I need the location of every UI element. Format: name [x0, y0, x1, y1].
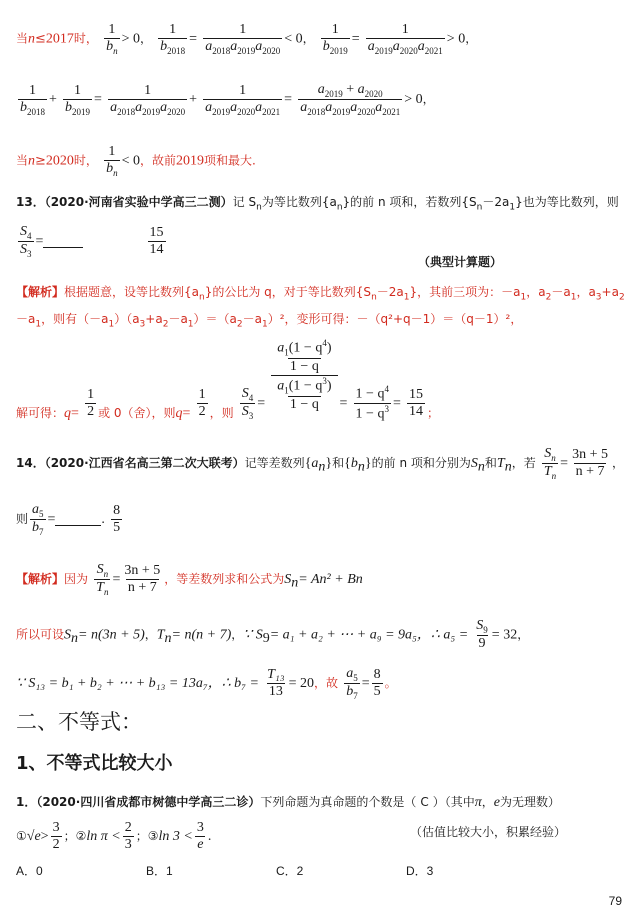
choice-b: B．1 — [146, 864, 173, 878]
derivation-line-1: 当n≤2017时， $\frac{1}{b_n}$ > 0， $\frac{1}{b_{2018}}$ = $\frac{1}{a_{2018}a_{2019}a_{2020}}$ < 0， $\frac{1}{b_{2019}}$ = $\frac{1}{a_{2019}a_{2020}a_{2021}}$ > 0， — [16, 22, 478, 56]
question-1-note: （估值比较大小，积累经验） — [410, 825, 567, 839]
question-1-statements: ①√e> $\frac{3}{2}$ ；②ln π < $\frac{2}{3}$ ；③ln 3 < $\frac{3}{e}$ . — [16, 820, 212, 853]
section-heading: 二、不等式： — [16, 710, 142, 734]
question-14-stem: 14．（2020·江西省名高三第二次大联考）记等差数列$\{a_n\}$和$\{b_n\}$的前 n 项和分别为$S_n$和$T_n$，若 $\frac{S_n}{T_n}$ = $\frac{3n + 5}{n + 7}$ ， — [16, 446, 624, 481]
analysis-13-line-2: $-a_1$，则有$(-a_1)(a_3+a_2-a_1)=(a_2-a_1)^2$，变形可得：－（q²+q－1）＝（q－1）²， — [16, 312, 523, 330]
analysis-13-line-1: 【解析】根据题意，设等比数列$\{a_n\}$的公比为 q，对于等比数列$\{S_n-2a_1\}$，其前三项为：$-a_1$，$a_2-a_1$，$a_3+a_2$ — [16, 285, 625, 303]
question-13-tag: （典型计算题） — [418, 255, 503, 269]
analysis-14-line-2: 所以可设$S_n= n(3n + 5)$，$T_n= n(n + 7)$，∵ $S_9= a_1 + a_2$ + ⋯ + a₉ = 9a₅，∴ a₅ = $\frac{S_9}{9}$ = 32， — [16, 618, 530, 652]
derivation-line-2: $\frac{1}{b_{2018}}$ + $\frac{1}{b_{2019}}$ = $\frac{1}{a_{2018}a_{2019}a_{2020}}$ + $\frac{1}{a_{2019}a_{2020}a_{2021}}$ = $\frac{a_{2019} + a_{2020}}{a_{2018}a_{2019}a_{2020}a_{2021}}$ > 0， — [20, 82, 435, 117]
question-14-answer: 则 $\frac{a_5}{b_7}$ = . $\frac{8}{5}$ — [16, 502, 121, 537]
analysis-14-line-1: 【解析】因为 $\frac{S_n}{T_n}$ = $\frac{3n + 5}{n + 7}$ ，等差数列求和公式为$S_n= An^2 + Bn$ — [16, 562, 363, 597]
page-number: 79 — [608, 894, 622, 908]
question-13-answer: $\frac{S_4}{S_3}$ = $\frac{15}{14}$ — [20, 224, 164, 259]
derivation-line-3: 当n≥2020时， $\frac{1}{b_n}$ < 0，故前2019项和最大. — [16, 144, 256, 178]
analysis-14-line-3: ∵ S₁₃ = b₁ + b₂ + ⋯ + b₁₃ = 13a₇，∴ b₇ = $\frac{\text{T₁₃}}{13}$ = 20，故 $\frac{a_5}{b_7}$ = $\frac{8}{5}$ 。 — [16, 666, 397, 701]
question-13-stem: 13．（2020·河南省实验中学高三二测）记 $S_n$为等比数列$\{a_n\}$的前 n 项和，若数列$\{S_n-2a_1\}$也为等比数列，则 — [16, 195, 619, 213]
choice-c: C．2 — [276, 864, 304, 878]
question-1-stem: 1．（2020·四川省成都市树德中学高三二诊）下列命题为真命题的个数是（ C ）（其中π，e为无理数） — [16, 795, 561, 810]
choice-d: D．3 — [406, 864, 434, 878]
choice-a: A．0 — [16, 864, 43, 878]
analysis-13-solve-line: 解可得：q= $\frac{1}{2}$ 或 0（舍），则q= $\frac{1}{2}$ ，则 $\frac{S_4}{S_3}$ = $\frac{\frac{a_1(1 - q^4)}{1 - q}}{\frac{a_1(1 - q^3)}{1 - q}}$ = $\frac{1 - q^4}{1 - q^3}$ = $\frac{15}{14}$ ； — [16, 338, 440, 422]
subsection-heading: 1、不等式比较大小 — [16, 753, 173, 774]
